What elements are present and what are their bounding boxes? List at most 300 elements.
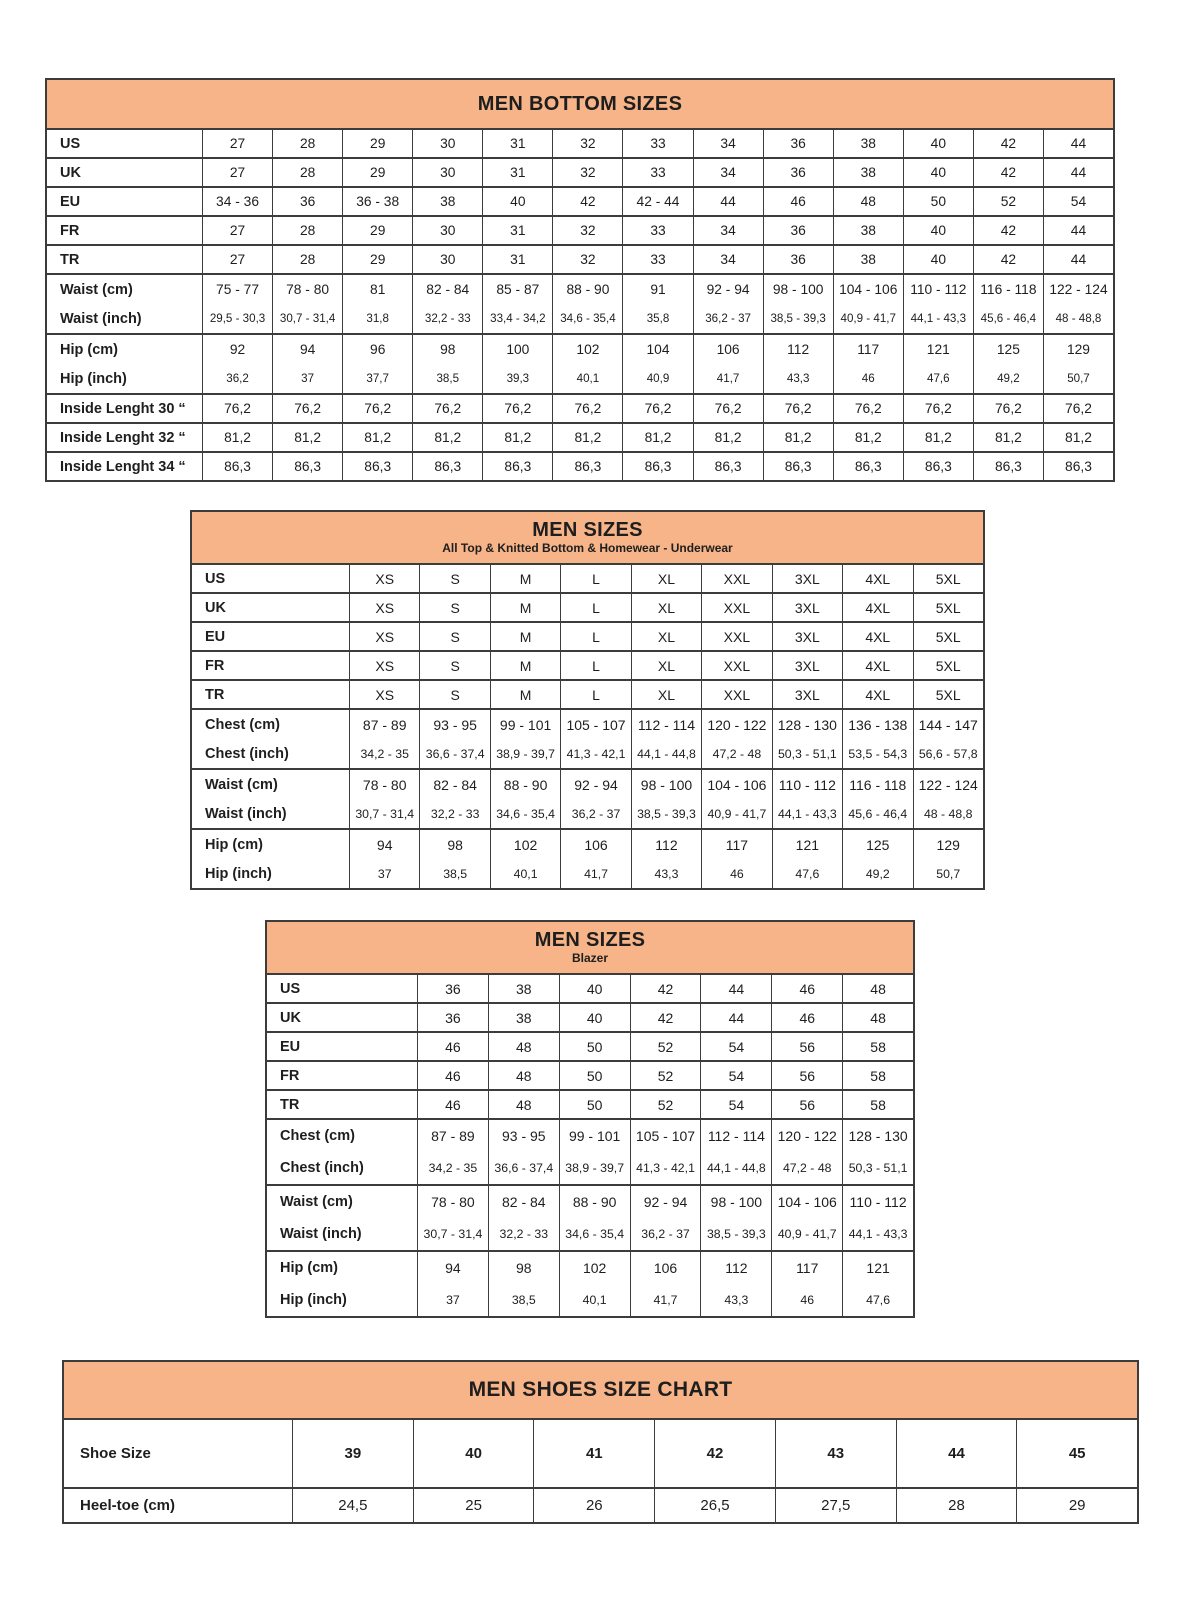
- data-value: 121: [926, 342, 950, 357]
- data-value: 52: [657, 1096, 674, 1113]
- row-label-cell: [47, 130, 202, 157]
- data-cell: [1043, 246, 1113, 273]
- data-value: 46: [730, 866, 744, 881]
- data-cell: [417, 1120, 488, 1184]
- data-value: 42 - 44: [636, 194, 680, 209]
- data-value: 38: [860, 223, 876, 238]
- data-value: 32: [580, 252, 596, 267]
- data-value: 30,7 - 31,4: [279, 312, 336, 325]
- data-cell: [342, 453, 412, 480]
- data-value: 50: [930, 194, 946, 209]
- row-label: EU: [205, 628, 226, 645]
- row-label: Inside Lenght 32 “: [60, 429, 186, 446]
- data-value: 38: [860, 252, 876, 267]
- data-value: 27: [229, 223, 246, 238]
- data-cell: [771, 1004, 842, 1031]
- data-value: 41: [585, 1445, 603, 1462]
- data-cell: [631, 594, 701, 621]
- data-value: S: [450, 657, 460, 674]
- data-cell: [622, 395, 692, 422]
- data-cell: [913, 623, 983, 650]
- data-value: 4XL: [865, 570, 891, 587]
- data-cell: [412, 275, 482, 333]
- table-row-group: [47, 273, 1113, 333]
- row-label: FR: [205, 657, 225, 674]
- data-value: 48: [516, 1067, 532, 1084]
- data-value: 54: [728, 1067, 745, 1084]
- data-value: 58: [870, 1067, 886, 1084]
- data-value: 48: [870, 1009, 886, 1026]
- data-cell: [693, 130, 763, 157]
- data-cell: [560, 770, 630, 828]
- data-cell: [842, 681, 912, 708]
- data-value: 42: [1000, 165, 1017, 180]
- data-cell: [693, 159, 763, 186]
- data-cell: [559, 1120, 630, 1184]
- data-cell: [842, 975, 913, 1002]
- data-value: 40,9 - 41,7: [777, 1227, 837, 1241]
- data-value: 36: [790, 223, 806, 238]
- data-value: 34,2 - 35: [428, 1161, 478, 1175]
- data-value: 121: [795, 836, 820, 853]
- data-cell: [349, 565, 419, 592]
- data-value: 38,5: [511, 1293, 536, 1307]
- data-value: 29: [370, 252, 386, 267]
- data-cell: [630, 1033, 701, 1060]
- data-cell: [763, 246, 833, 273]
- data-value: 44: [1070, 136, 1087, 151]
- data-value: 40: [930, 136, 946, 151]
- data-value: 28: [948, 1497, 965, 1514]
- data-cell: [552, 159, 622, 186]
- row-label: Hip (inch): [205, 865, 272, 882]
- data-cell: [842, 1033, 913, 1060]
- data-cell: [202, 335, 272, 393]
- data-value: 3XL: [794, 686, 820, 703]
- data-cell: [842, 770, 912, 828]
- row-label: Shoe Size: [80, 1445, 151, 1462]
- data-value: 50: [586, 1038, 603, 1055]
- row-label: UK: [280, 1009, 301, 1026]
- data-cell: [622, 159, 692, 186]
- data-value: 47,2 - 48: [712, 746, 762, 761]
- row-label: Waist (inch): [280, 1226, 362, 1242]
- data-value: 106: [584, 836, 608, 853]
- data-cell: [490, 681, 560, 708]
- data-value: 31: [510, 165, 526, 180]
- data-cell: [342, 395, 412, 422]
- data-value: 86,3: [574, 459, 602, 474]
- data-cell: [272, 130, 342, 157]
- row-label-cell: [267, 1252, 417, 1316]
- data-value: S: [450, 628, 460, 645]
- data-cell: [631, 830, 701, 888]
- data-value: 42: [1000, 223, 1017, 238]
- data-cell: [622, 246, 692, 273]
- data-cell: [482, 217, 552, 244]
- row-label-cell: [192, 681, 349, 708]
- row-label: Waist (cm): [60, 281, 133, 298]
- data-cell: [654, 1420, 775, 1487]
- data-value: 86,3: [854, 459, 882, 474]
- data-cell: [973, 335, 1043, 393]
- data-value: 81,2: [714, 430, 742, 445]
- data-value: 82 - 84: [426, 282, 470, 297]
- row-label: EU: [280, 1038, 301, 1055]
- data-cell: [342, 424, 412, 451]
- data-value: 82 - 84: [433, 776, 477, 793]
- data-cell: [559, 1004, 630, 1031]
- data-value: 56: [799, 1096, 816, 1113]
- data-value: 48: [516, 1096, 532, 1113]
- data-cell: [842, 1120, 913, 1184]
- data-cell: [552, 246, 622, 273]
- data-value: 104 - 106: [707, 776, 767, 793]
- data-cell: [973, 217, 1043, 244]
- data-value: 4XL: [865, 657, 891, 674]
- data-value: 27: [229, 165, 246, 180]
- data-cell: [913, 565, 983, 592]
- data-value: 81,2: [434, 430, 462, 445]
- data-value: 36,2 - 37: [705, 312, 751, 325]
- data-value: 4XL: [865, 686, 891, 703]
- table-title: MEN BOTTOM SIZES: [477, 93, 683, 115]
- row-label-cell: [192, 623, 349, 650]
- data-cell: [412, 188, 482, 215]
- data-value: 24,5: [338, 1497, 368, 1514]
- table-row-group: [267, 975, 913, 1002]
- data-value: 122 - 124: [1049, 282, 1108, 297]
- data-cell: [560, 594, 630, 621]
- data-value: 88 - 90: [572, 1194, 617, 1210]
- data-value: 86,3: [224, 459, 251, 474]
- data-value: 82 - 84: [501, 1194, 546, 1210]
- data-value: 47,6: [795, 866, 820, 881]
- data-value: XS: [375, 570, 395, 587]
- data-cell: [292, 1420, 413, 1487]
- data-cell: [412, 335, 482, 393]
- data-cell: [560, 710, 630, 768]
- data-value: 40,9 - 41,7: [707, 806, 767, 821]
- data-cell: [349, 710, 419, 768]
- data-cell: [973, 246, 1043, 273]
- data-value: 100: [506, 342, 530, 357]
- data-cell: [913, 710, 983, 768]
- row-label-cell: [267, 1033, 417, 1060]
- data-value: 47,6: [866, 1293, 891, 1307]
- data-cell: [700, 1120, 771, 1184]
- data-value: 81,2: [924, 430, 952, 445]
- data-value: 44: [728, 980, 745, 997]
- data-cell: [772, 594, 842, 621]
- data-cell: [622, 188, 692, 215]
- data-value: 99 - 101: [499, 716, 552, 733]
- data-value: 31: [510, 136, 526, 151]
- data-cell: [833, 159, 903, 186]
- data-value: 36: [790, 136, 806, 151]
- table-body: [267, 975, 913, 1316]
- data-value: XXL: [723, 570, 751, 587]
- data-value: 81,2: [784, 430, 812, 445]
- data-value: 76,2: [224, 401, 251, 416]
- data-cell: [1043, 453, 1113, 480]
- data-value: 26: [585, 1497, 603, 1514]
- data-cell: [701, 652, 771, 679]
- row-label-cell: [47, 246, 202, 273]
- data-cell: [533, 1489, 654, 1522]
- data-value: XS: [375, 599, 395, 616]
- data-cell: [482, 130, 552, 157]
- data-value: 32: [580, 223, 596, 238]
- data-cell: [631, 710, 701, 768]
- row-label: UK: [205, 599, 226, 616]
- data-cell: [417, 1033, 488, 1060]
- data-value: XXL: [723, 657, 751, 674]
- data-cell: [412, 453, 482, 480]
- data-cell: [482, 424, 552, 451]
- data-cell: [560, 565, 630, 592]
- data-value: 104 - 106: [839, 282, 898, 297]
- data-cell: [417, 975, 488, 1002]
- data-value: 34: [720, 165, 736, 180]
- data-cell: [488, 1186, 559, 1250]
- data-cell: [1043, 217, 1113, 244]
- data-cell: [913, 652, 983, 679]
- data-cell: [630, 975, 701, 1002]
- data-value: 96: [370, 342, 386, 357]
- table-body: [64, 1420, 1137, 1522]
- data-cell: [482, 453, 552, 480]
- data-value: 81,2: [574, 430, 602, 445]
- data-value: M: [519, 628, 532, 645]
- data-cell: [631, 623, 701, 650]
- data-value: 37: [301, 372, 315, 385]
- men-sizes-blazer-table: [265, 920, 915, 1318]
- data-value: 86,3: [644, 459, 672, 474]
- data-value: 58: [870, 1096, 886, 1113]
- data-value: 3XL: [794, 657, 820, 674]
- data-cell: [1043, 159, 1113, 186]
- data-value: 36,6 - 37,4: [494, 1161, 554, 1175]
- data-cell: [903, 424, 973, 451]
- data-cell: [700, 1252, 771, 1316]
- data-value: 25: [465, 1497, 482, 1514]
- data-value: 38,9 - 39,7: [565, 1161, 625, 1175]
- data-value: 5XL: [935, 628, 961, 645]
- data-cell: [488, 1004, 559, 1031]
- data-value: 120 - 122: [777, 1128, 837, 1144]
- row-label: Hip (inch): [60, 370, 127, 387]
- data-cell: [973, 130, 1043, 157]
- data-cell: [342, 130, 412, 157]
- data-value: 104 - 106: [777, 1194, 837, 1210]
- data-cell: [342, 275, 412, 333]
- data-value: 91: [650, 282, 666, 297]
- data-value: XS: [375, 657, 395, 674]
- data-value: 38,5: [436, 372, 460, 385]
- data-value: 31: [510, 223, 526, 238]
- data-cell: [622, 453, 692, 480]
- data-value: 44,1 - 43,3: [848, 1227, 908, 1241]
- table-row-group: [192, 828, 983, 888]
- data-cell: [631, 681, 701, 708]
- data-value: 27: [229, 252, 246, 267]
- data-value: 40,1: [582, 1293, 607, 1307]
- data-cell: [342, 246, 412, 273]
- data-value: 38,5 - 39,3: [637, 806, 696, 821]
- data-cell: [552, 217, 622, 244]
- data-cell: [272, 275, 342, 333]
- row-label-cell: [64, 1489, 292, 1522]
- table-row-group: [192, 621, 983, 650]
- data-cell: [490, 623, 560, 650]
- data-value: 27,5: [821, 1497, 851, 1514]
- data-value: 36,6 - 37,4: [425, 746, 485, 761]
- data-cell: [833, 453, 903, 480]
- data-cell: [417, 1252, 488, 1316]
- table-row-group: [47, 186, 1113, 215]
- row-label: FR: [60, 222, 80, 239]
- row-label: Chest (cm): [280, 1128, 355, 1144]
- data-cell: [701, 770, 771, 828]
- data-value: 49,2: [997, 372, 1020, 385]
- row-label-cell: [192, 565, 349, 592]
- data-cell: [272, 395, 342, 422]
- data-cell: [559, 1062, 630, 1089]
- data-value: 53,5 - 54,3: [848, 746, 908, 761]
- table-row-group: [47, 244, 1113, 273]
- data-cell: [490, 565, 560, 592]
- data-value: 87 - 89: [431, 1128, 475, 1144]
- data-value: 46: [799, 1009, 816, 1026]
- data-value: 125: [866, 836, 890, 853]
- data-cell: [973, 395, 1043, 422]
- data-value: 116 - 118: [849, 776, 907, 793]
- data-value: 94: [445, 1260, 461, 1276]
- data-value: 106: [716, 342, 740, 357]
- data-cell: [417, 1004, 488, 1031]
- data-value: 36: [790, 252, 806, 267]
- data-value: 4XL: [865, 599, 891, 616]
- data-cell: [490, 770, 560, 828]
- data-value: 44: [1070, 165, 1087, 180]
- data-cell: [419, 652, 489, 679]
- row-label-cell: [267, 1004, 417, 1031]
- data-cell: [417, 1091, 488, 1118]
- data-value: 110 - 112: [849, 1194, 907, 1210]
- data-cell: [342, 217, 412, 244]
- data-cell: [417, 1186, 488, 1250]
- data-value: L: [592, 628, 600, 645]
- data-value: 99 - 101: [568, 1128, 621, 1144]
- table-row-group: [47, 451, 1113, 480]
- row-label-cell: [267, 1062, 417, 1089]
- table-header: [192, 512, 983, 565]
- data-cell: [342, 335, 412, 393]
- data-value: 42: [657, 1009, 674, 1026]
- row-label: TR: [205, 686, 225, 703]
- data-value: 36: [445, 1009, 461, 1026]
- data-cell: [419, 770, 489, 828]
- data-cell: [693, 424, 763, 451]
- data-cell: [630, 1062, 701, 1089]
- data-value: 117: [796, 1260, 819, 1276]
- data-value: 30: [440, 136, 456, 151]
- data-value: 44,1 - 44,8: [637, 746, 696, 761]
- data-value: S: [450, 686, 460, 703]
- data-value: 117: [857, 342, 880, 357]
- data-value: 104: [646, 342, 670, 357]
- data-cell: [763, 275, 833, 333]
- data-value: M: [519, 686, 532, 703]
- data-cell: [903, 159, 973, 186]
- data-value: 81,2: [364, 430, 392, 445]
- table-header: [47, 80, 1113, 130]
- data-value: 38: [860, 136, 876, 151]
- data-cell: [419, 594, 489, 621]
- data-cell: [701, 710, 771, 768]
- data-value: 31: [510, 252, 526, 267]
- data-cell: [559, 975, 630, 1002]
- row-label-cell: [192, 652, 349, 679]
- data-cell: [842, 594, 912, 621]
- data-value: 38,5 - 39,3: [770, 312, 826, 325]
- data-cell: [973, 188, 1043, 215]
- data-cell: [272, 188, 342, 215]
- table-title: MEN SIZES: [532, 519, 643, 541]
- data-value: 4XL: [865, 628, 891, 645]
- data-cell: [559, 1186, 630, 1250]
- row-label: TR: [60, 251, 80, 268]
- data-value: 112: [725, 1260, 748, 1276]
- data-cell: [202, 424, 272, 451]
- data-cell: [552, 453, 622, 480]
- data-cell: [700, 1186, 771, 1250]
- data-value: 40: [586, 1009, 603, 1026]
- data-cell: [771, 1252, 842, 1316]
- data-cell: [202, 217, 272, 244]
- data-value: 128 - 130: [777, 716, 837, 733]
- data-value: 105 - 107: [635, 1128, 696, 1144]
- data-cell: [488, 1033, 559, 1060]
- data-value: XXL: [723, 599, 751, 616]
- data-cell: [488, 1062, 559, 1089]
- table-row-group: [267, 1118, 913, 1184]
- data-value: 129: [1066, 342, 1090, 357]
- data-cell: [700, 1004, 771, 1031]
- row-label-cell: [47, 188, 202, 215]
- data-value: 44: [1070, 223, 1087, 238]
- data-cell: [763, 188, 833, 215]
- data-value: 52: [657, 1067, 674, 1084]
- data-cell: [701, 830, 771, 888]
- data-value: 33: [650, 252, 666, 267]
- data-value: 5XL: [935, 570, 961, 587]
- data-cell: [272, 335, 342, 393]
- data-cell: [903, 246, 973, 273]
- data-value: 86,3: [784, 459, 812, 474]
- data-cell: [272, 424, 342, 451]
- data-value: 42: [657, 980, 674, 997]
- table-row-group: [192, 708, 983, 768]
- data-value: 76,2: [854, 401, 882, 416]
- data-value: 76,2: [294, 401, 322, 416]
- men-bottom-sizes-table: [45, 78, 1115, 482]
- data-cell: [842, 1186, 913, 1250]
- data-cell: [771, 1062, 842, 1089]
- data-value: 44: [948, 1445, 965, 1462]
- data-value: 50,3 - 51,1: [777, 746, 837, 761]
